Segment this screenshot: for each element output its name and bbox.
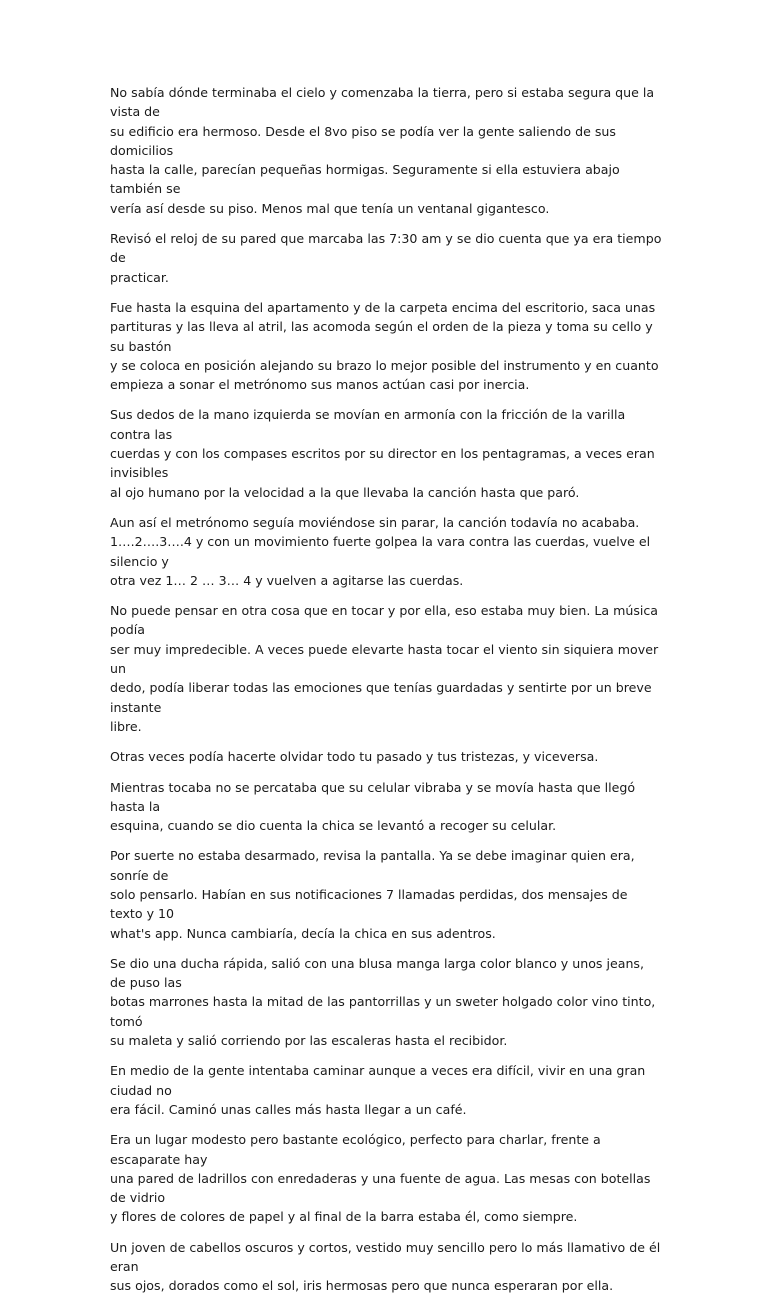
paragraph: Un joven de cabellos oscuros y cortos, vestido muy sencillo pero lo más llamativo de él eran sus ojos, dorados como el sol, iris hermosas pero que nunca esperaran por ella.: [110, 1239, 661, 1294]
paragraph: Aun así el metrónomo seguía moviéndose sin parar, la canción todavía no acababa. 1….2….3….4 y con un movimiento fuerte golpea la vara contra las cuerdas, vuelve el silencio y otra vez 1… 2 … 3… 4 y vuelven a agitarse las cuerdas.: [110, 514, 651, 588]
paragraph: Fue hasta la esquina del apartamento y de la carpeta encima del escritorio, saca unas partituras y las lleva al atril, las acomoda según el orden de la pieza y toma su cello y su bastón y se coloca en posición alejando su brazo lo mejor posible del instrumento y en cuanto empieza a sonar el metrónomo sus manos actúan casi por inercia.: [110, 299, 659, 393]
paragraph: No puede pensar en otra cosa que en tocar y por ella, eso estaba muy bien. La música podía ser muy impredecible. A veces puede elevarte hasta tocar el viento sin siquiera mover un dedo, podía liberar todas las emociones que tenías guardadas y sentirte por un breve instante libre.: [110, 603, 659, 734]
paragraph: Era un lugar modesto pero bastante ecológico, perfecto para charlar, frente a escaparate hay una pared de ladrillos con enredaderas y una fuente de agua. Las mesas con botellas de vidrio y flores de colores de papel y al final de la barra estaba él, como siempre.: [110, 1132, 651, 1225]
paragraph: Mientras tocaba no se percataba que su celular vibraba y se movía hasta que llegó hasta la esquina, cuando se dio cuenta la chica se levantó a recoger su celular.: [110, 779, 636, 834]
paragraph: Otras veces podía hacerte olvidar todo tu pasado y tus tristezas, y viceversa.: [110, 749, 599, 765]
paragraph: Por suerte no estaba desarmado, revisa la pantalla. Ya se debe imaginar quien era, sonríe de solo pensarlo. Habían en sus notificaciones 7 llamadas perdidas, dos mensajes de texto y 10 what's app. Nunca cambiaría, decía la chica en sus adentros.: [110, 848, 635, 941]
paragraph: Sus dedos de la mano izquierda se movían en armonía con la fricción de la varilla contra las cuerdas y con los compases escritos por su director en los pentagramas, a veces eran invisibles al ojo humano por la velocidad a la que llevaba la canción hasta que paró.: [110, 407, 655, 500]
paragraph: En medio de la gente intentaba caminar aunque a veces era difícil, vivir en una gran ciudad no era fácil. Caminó unas calles más hasta llegar a un café.: [110, 1063, 646, 1117]
paragraph: Revisó el reloj de su pared que marcaba las 7:30 am y se dio cuenta que ya era tiempo de practicar.: [110, 231, 662, 285]
paragraph: Se dio una ducha rápida, salió con una blusa manga larga color blanco y unos jeans, de puso las botas marrones hasta la mitad de las pantorrillas y un sweter holgado color vino tinto, tomó su maleta y salió corriendo por las escaleras hasta el recibidor.: [110, 955, 656, 1049]
paragraph: No sabía dónde terminaba el cielo y comenzaba la tierra, pero si estaba segura que la vista de su edificio era hermoso. Desde el 8vo piso se podía ver la gente saliendo de sus domicilios hasta la calle, parecían pequeñas hormigas. Seguramente si ella estuviera abajo también se vería así desde su piso. Menos mal que tenía un ventanal gigantesco.: [110, 85, 655, 216]
document-body: [110, 83, 662, 1307]
